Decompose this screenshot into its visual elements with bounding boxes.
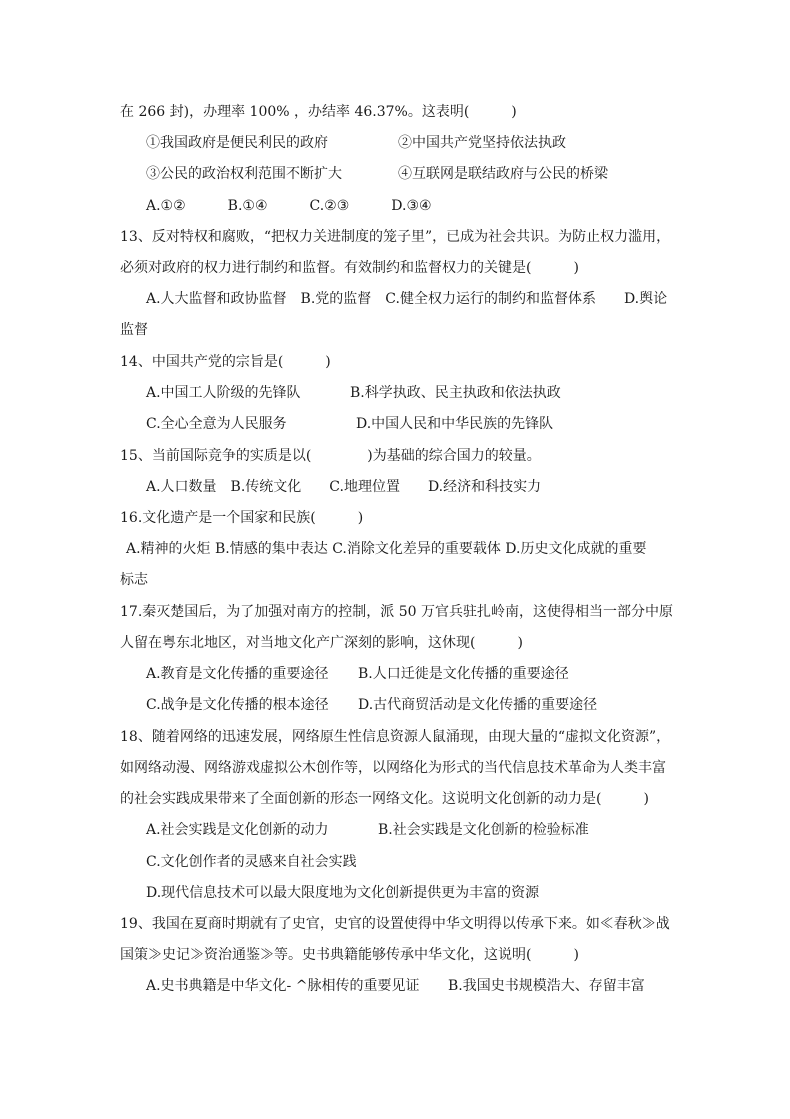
q18-option-c: C.文化创作者的灵感来自社会实践 xyxy=(146,854,357,870)
q12-options: A.①② B.①④ C.②③ D.③④ xyxy=(146,198,432,214)
q17-stem-line-1: 17.秦灭楚国后，为了加强对南方的控制，派 50 万官兵驻扎岭南，这使得相当一部分中原 xyxy=(120,604,673,620)
q13-stem-line-2: 必须对政府的权力进行制约和监督。有效制约和监督权力的关键是( ) xyxy=(120,260,579,276)
q18-option-b: B.社会实践是文化创新的检验标准 xyxy=(378,822,589,838)
q14-option-b: B.科学执政、民主执政和依法执政 xyxy=(350,385,561,401)
q16-options-wrap: 标志 xyxy=(120,572,148,588)
q12-stem-tail: 在 266 封)，办理率 100% ，办结率 46.37%。这表明( ) xyxy=(120,104,517,120)
q12-statement-1: ①我国政府是便民利民的政府 xyxy=(146,135,328,151)
q19-option-a: A.史书典籍是中华文化- ^脉相传的重要见证 xyxy=(146,978,420,994)
q17-option-b: B.人口迁徙是文化传播的重要途径 xyxy=(358,666,569,682)
q18-stem-line-1: 18、随着网络的迅速发展，网络原生性信息资源人鼠涌现，由现大量的“虚拟文化资源”， xyxy=(120,729,671,745)
q12-statement-4: ④互联网是联结政府与公民的桥梁 xyxy=(398,166,608,182)
q14-option-d: D.中国人民和中华民族的先锋队 xyxy=(356,416,554,432)
q17-option-a: A.教育是文化传播的重要途径 xyxy=(146,666,329,682)
q15-options: A.人口数量 B.传统文化 C.地理位置 D.经济和科技实力 xyxy=(146,479,542,495)
q18-option-a: A.社会实践是文化创新的动力 xyxy=(146,822,329,838)
q16-stem: 16.文化遗产是一个国家和民族( ) xyxy=(120,510,364,526)
q14-option-a: A.中国工人阶级的先锋队 xyxy=(146,385,301,401)
q14-option-c: C.全心全意为人民服务 xyxy=(146,416,287,432)
q16-options: A.精神的火炬 B.情感的集中表达 C.消除文化差异的重要载体 D.历史文化成就的重要 xyxy=(126,541,647,557)
q12-statement-2: ②中国共产党坚持依法执政 xyxy=(398,135,566,151)
q17-option-d: D.古代商贸活动是文化传播的重要途径 xyxy=(358,697,598,713)
q13-options-wrap: 监督 xyxy=(120,322,148,338)
q18-option-d: D.现代信息技术可以最大限度地为文化创新提供更为丰富的资源 xyxy=(146,885,540,901)
q18-stem-line-3: 的社会实践成果带来了全面创新的形态一网络文化。这说明文化创新的动力是( ) xyxy=(120,791,649,807)
q17-option-c: C.战争是文化传播的根本途径 xyxy=(146,697,329,713)
q15-stem: 15、当前国际竞争的实质是以( )为基础的综合国力的较量。 xyxy=(120,448,541,464)
q19-stem-line-1: 19、我国在夏商时期就有了史官，史官的设置使得中华文明得以传承下来。如≪春秋≫战 xyxy=(120,916,670,932)
q19-stem-line-2: 国策≫史记≫资治通鉴≫等。史书典籍能够传承中华文化，这说明( ) xyxy=(120,947,579,963)
q13-options: A.人大监督和政协监督 B.党的监督 C.健全权力运行的制约和监督体系 D.舆论 xyxy=(146,291,668,307)
q19-option-b: B.我国史书规模浩大、存留丰富 xyxy=(448,978,645,994)
q18-stem-line-2: 如网络动漫、网络游戏虚拟公木创作等，以网络化为形式的当代信息技术革命为人类丰富 xyxy=(120,760,666,776)
q14-stem: 14、中国共产党的宗旨是( ) xyxy=(120,354,331,370)
q12-statement-3: ③公民的政治权利范围不断扩大 xyxy=(146,166,342,182)
q13-stem-line-1: 13、反对特权和腐败，“把权力关进制度的笼子里”，已成为社会共识。为防止权力滥用， xyxy=(120,229,671,245)
q17-stem-line-2: 人留在粤东北地区，对当地文化产广深刻的影响，这休现( ) xyxy=(120,635,523,651)
